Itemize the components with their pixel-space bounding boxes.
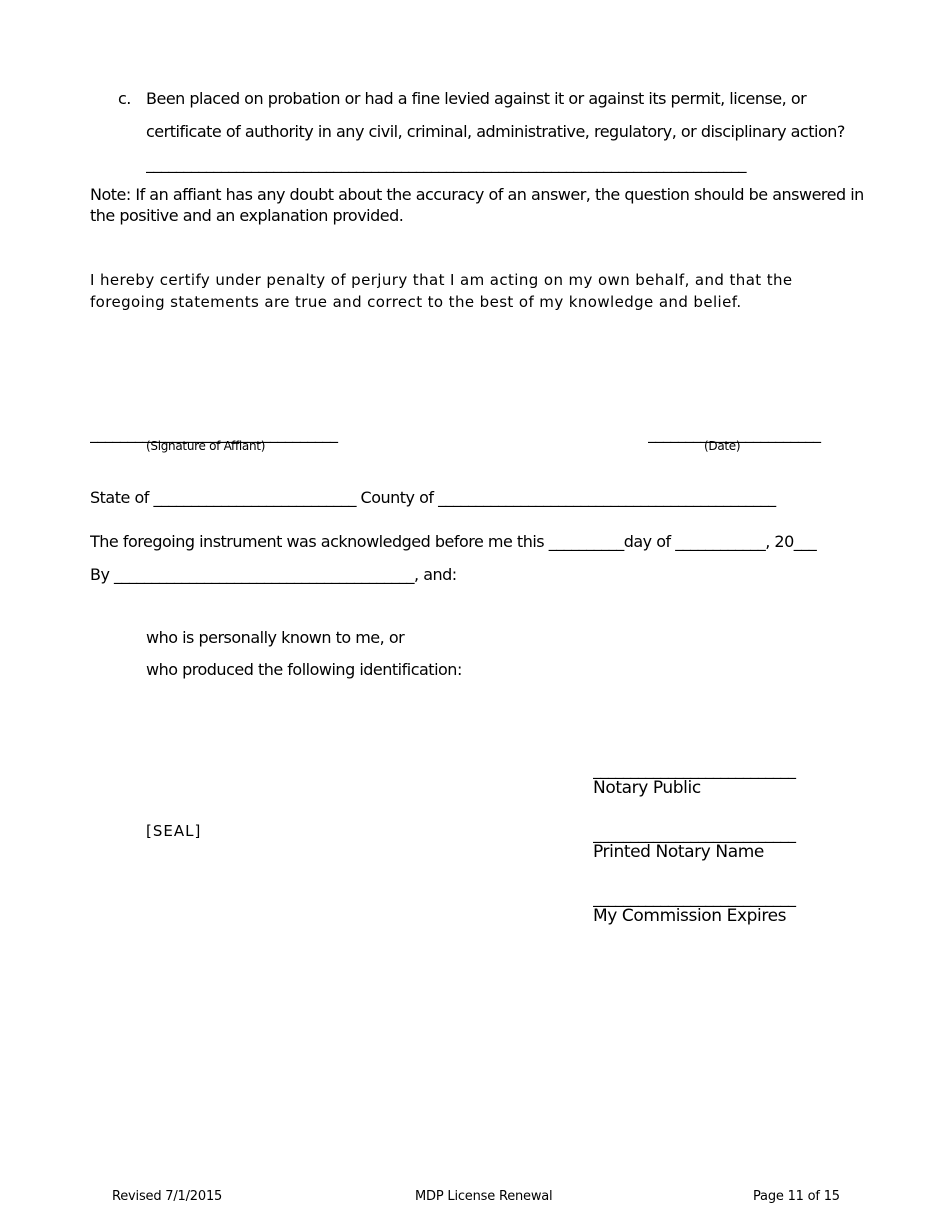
affiant-signature-field[interactable]: _________________________________ [90,424,338,443]
printed-notary-name-field[interactable]: ___________________________ [593,824,796,843]
date-field[interactable]: _______________________ [648,424,821,443]
seal-placeholder: [SEAL] [146,822,202,840]
commission-expires-field[interactable]: ___________________________ [593,888,796,907]
printed-notary-name-label: Printed Notary Name [593,842,764,862]
item-c-answer-field[interactable]: ________________________________________________________________________________ [146,154,746,173]
certification-line1: I hereby certify under penalty of perjury that I am acting on my own behalf, and that the [90,271,793,289]
notary-public-signature-field[interactable]: ___________________________ [593,760,796,779]
date-label: (Date) [704,439,741,453]
item-c-question-line1: Been placed on probation or had a fine levied against it or against its permit, license, or [146,89,807,108]
acknowledgment-line1[interactable]: The foregoing instrument was acknowledged before me this __________day of ____________, 20___ [90,532,817,551]
item-c-marker: c. [118,89,131,108]
venue-state-county[interactable]: State of ___________________________ County of _____________________________________________ [90,488,776,507]
notary-public-label: Notary Public [593,778,701,798]
commission-expires-label: My Commission Expires [593,906,787,926]
footer-revised-date: Revised 7/1/2015 [112,1189,223,1204]
footer-page-number: Page 11 of 15 [753,1189,840,1204]
item-c-question-line2: certificate of authority in any civil, criminal, administrative, regulatory, or disciplinary action? [146,122,845,141]
affiant-signature-label: (Signature of Affiant) [146,439,266,453]
certification-line2: foregoing statements are true and correct to the best of my knowledge and belief. [90,293,742,311]
note-line2: the positive and an explanation provided. [90,206,404,225]
note-line1: Note: If an affiant has any doubt about the accuracy of an answer, the question should be answered in [90,185,864,204]
identification-produced-option: who produced the following identification: [146,660,462,679]
acknowledgment-line2[interactable]: By ________________________________________, and: [90,565,457,584]
footer-document-title: MDP License Renewal [415,1189,553,1204]
personally-known-option: who is personally known to me, or [146,628,405,647]
